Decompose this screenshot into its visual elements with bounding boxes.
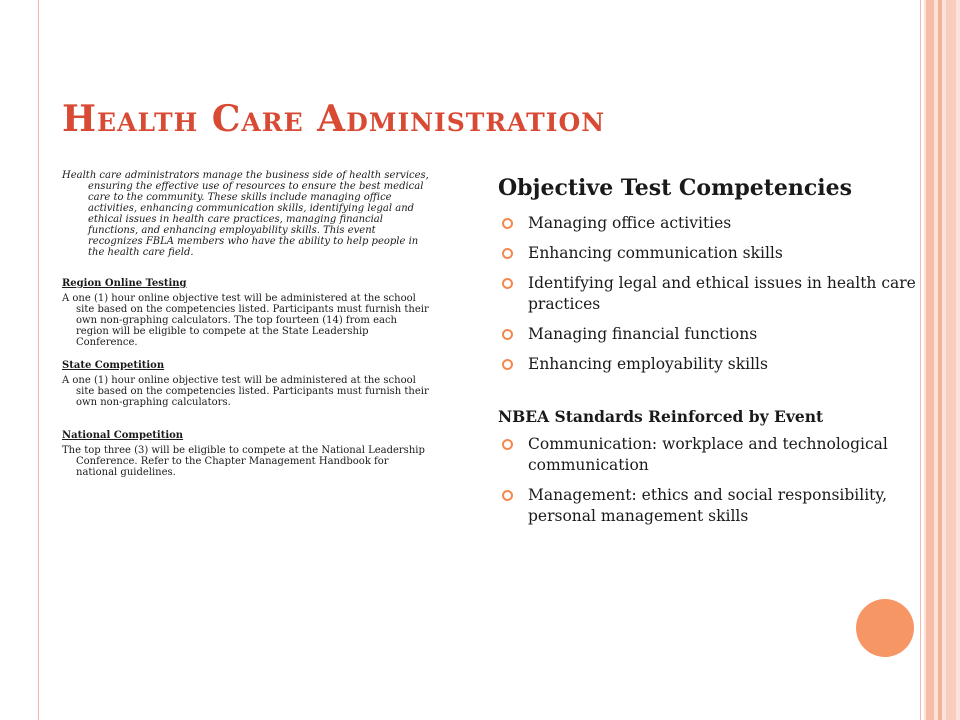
nbea-standards-title: NBEA Standards Reinforced by Event: [498, 407, 824, 426]
list-item: [498, 273, 918, 315]
section-body: A one (1) hour online objective test will be administered at the school site based on the competencies listed. Participants must furnish their own non-graphing calculators.: [62, 375, 429, 408]
section-national: [62, 430, 432, 478]
section-state: [62, 360, 432, 408]
spacer: [62, 420, 432, 430]
circle-bullet-icon: [502, 329, 513, 340]
decorative-circle: [856, 599, 914, 657]
list-item: [498, 324, 918, 345]
circle-bullet-icon: [502, 278, 513, 289]
event-description-column: [62, 170, 432, 490]
circle-bullet-icon: [502, 218, 513, 229]
list-item-text: Managing office activities: [528, 214, 732, 232]
list-item-text: Communication: workplace and technological communication: [528, 435, 888, 474]
standards-list: [498, 434, 918, 527]
section-body: A one (1) hour online objective test will be administered at the school site based on the competencies listed. Participants must furnish their own non-graphing calculators. The top fourteen (14) from each region will be eligible to compete at the State Leadership Conference.: [62, 293, 429, 348]
slide-title: Health Care Administration: [62, 98, 606, 140]
section-heading: National Competition: [62, 430, 184, 441]
section-heading: Region Online Testing: [62, 278, 187, 289]
objective-competencies-title: Objective Test Competencies: [498, 175, 853, 201]
competency-list: [498, 213, 918, 375]
circle-bullet-icon: [502, 439, 513, 450]
circle-bullet-icon: [502, 248, 513, 259]
stripe: [946, 0, 956, 720]
competencies-column: [498, 175, 918, 536]
list-item-text: Identifying legal and ethical issues in health care practices: [528, 274, 916, 313]
list-item: [498, 243, 918, 264]
list-item: [498, 354, 918, 375]
list-item-text: Enhancing employability skills: [528, 355, 768, 373]
list-item: [498, 434, 918, 476]
list-item-text: Managing financial functions: [528, 325, 758, 343]
event-intro: Health care administrators manage the business side of health services, ensuring the effective use of resources to ensure the best medical care to the community. These skills include managing office activities, enhancing communication skills, identifying legal and ethical issues in health care practices, managing financial functions, and enhancing employability skills. This event recognizes FBLA members who have the ability to help people in the health care field.: [62, 170, 429, 258]
stripe: [926, 0, 934, 720]
circle-bullet-icon: [502, 359, 513, 370]
list-item-text: Enhancing communication skills: [528, 244, 783, 262]
list-item: [498, 485, 918, 527]
list-item-text: Management: ethics and social responsibility, personal management skills: [528, 486, 888, 525]
section-region: [62, 278, 432, 348]
list-item: [498, 213, 918, 234]
decorative-stripes: [924, 0, 960, 720]
section-body: The top three (3) will be eligible to compete at the National Leadership Conference. Refer to the Chapter Management Handbook for national guidelines.: [62, 445, 425, 478]
stripe: [938, 0, 942, 720]
circle-bullet-icon: [502, 490, 513, 501]
section-heading: State Competition: [62, 360, 165, 371]
